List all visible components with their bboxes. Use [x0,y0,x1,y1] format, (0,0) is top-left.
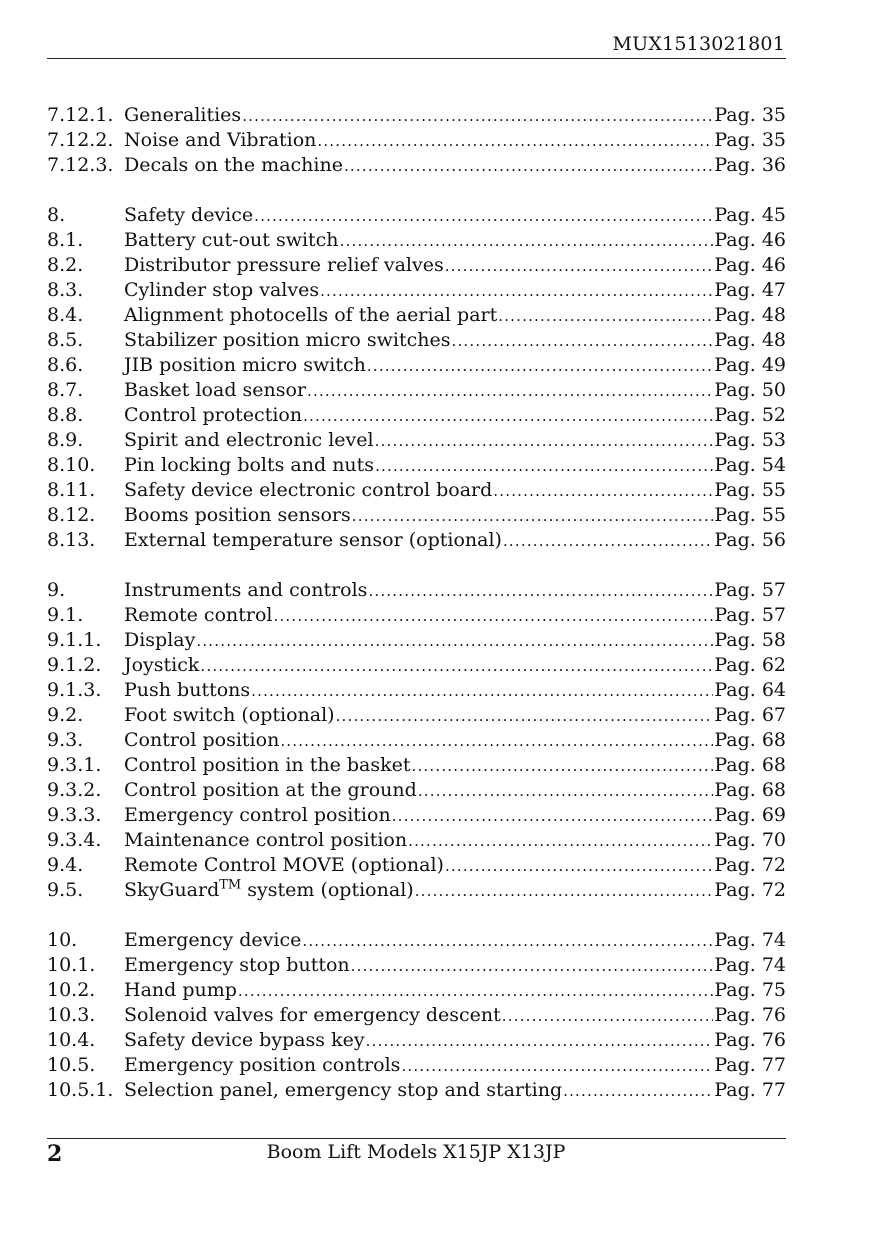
toc-entry-title [124,878,414,903]
toc-entry[interactable] [47,1003,786,1028]
toc-entry-title [124,1053,400,1078]
dot-leader [251,679,713,704]
toc-entry[interactable] [47,453,786,478]
toc-entry-title-text: Stabilizer position micro switches [124,329,451,351]
toc-entry-page: Pag. 67 [714,704,786,726]
toc-entry-page: Pag. 35 [714,104,786,126]
toc-entry-page: Pag. 76 [714,1004,786,1026]
dot-leader [367,354,713,379]
toc-entry-title [124,253,444,278]
dot-leader [445,854,713,879]
toc-entry-number: 8.6. [47,354,84,376]
toc-entry-title-text: Spirit and electronic level [124,429,374,451]
toc-entry-number: 7.12.3. [47,154,114,176]
toc-entry-title [124,453,374,478]
toc-entry-page: Pag. 75 [714,979,786,1001]
toc-entry[interactable] [47,828,786,853]
toc-entry[interactable] [47,328,786,353]
dot-leader [352,504,714,529]
dot-leader [336,704,714,729]
toc-entry-title-text: Remote Control MOVE (optional) [124,854,444,876]
toc-entry-number: 8.8. [47,404,84,426]
toc-entry-page: Pag. 57 [714,604,786,626]
toc-entry-title [124,528,502,553]
toc-entry-page: Pag. 74 [714,929,786,951]
toc-entry-title-text: Distributor pressure relief valves [124,254,444,276]
toc-entry-page: Pag. 52 [714,404,786,426]
toc-entry-number: 9.3.2. [47,779,102,801]
toc-entry-number: 8.13. [47,529,96,551]
toc-entry[interactable] [47,853,786,878]
toc-entry-title [124,203,253,228]
toc-entry-title-text: Generalities [124,104,242,126]
toc-entry-page: Pag. 56 [714,529,786,551]
toc-entry[interactable] [47,278,786,303]
toc-entry-page: Pag. 68 [714,729,786,751]
toc-entry[interactable] [47,603,786,628]
toc-entry[interactable] [47,428,786,453]
toc-entry-title [124,778,417,803]
toc-entry[interactable] [47,678,786,703]
toc-entry-page: Pag. 64 [714,679,786,701]
toc-entry-title [124,753,410,778]
dot-leader [401,1054,713,1079]
toc-entry-page: Pag. 62 [714,654,786,676]
toc-entry-title-text: Control position [124,729,280,751]
toc-entry-title [124,228,339,253]
toc-entry-title [124,403,302,428]
toc-entry-title [124,478,492,503]
toc-entry-number: 9.5. [47,879,84,901]
toc-section [47,103,786,178]
toc-entry-title-text: Battery cut-out switch [124,229,339,251]
toc-entry-title [124,1028,365,1053]
toc-entry-title-text: Foot switch (optional) [124,704,335,726]
toc-entry[interactable] [47,653,786,678]
toc-entry-title-text: Safety device electronic control board [124,479,493,501]
toc-entry-number: 8.1. [47,229,84,251]
toc-entry-page: Pag. 68 [714,754,786,776]
toc-entry-title [124,728,279,753]
toc-entry-number: 9.3.3. [47,804,102,826]
dot-leader [302,929,713,954]
dot-leader [375,429,714,454]
dot-leader [392,804,714,829]
toc-entry-title [124,1003,501,1028]
toc-entry[interactable] [47,228,786,253]
toc-entry[interactable] [47,1028,786,1053]
toc-entry-number: 9.1.2. [47,654,102,676]
toc-entry-title [124,303,497,328]
toc-entry-title [124,503,351,528]
toc-entry[interactable] [47,203,786,228]
toc-entry-number: 10.5. [47,1054,96,1076]
toc-entry-number: 8.12. [47,504,96,526]
toc-entry-page: Pag. 76 [714,1029,786,1051]
toc-entry[interactable] [47,803,786,828]
toc-entry[interactable] [47,878,786,903]
dot-leader [238,979,713,1004]
toc-entry-number: 8.2. [47,254,84,276]
toc-entry-page: Pag. 77 [714,1079,786,1101]
page-number: 2 [47,1141,63,1167]
toc-entry[interactable] [47,378,786,403]
toc-entry-title [124,353,366,378]
toc-entry[interactable] [47,928,786,953]
toc-entry-number: 8.7. [47,379,84,401]
toc-entry[interactable] [47,728,786,753]
toc-entry-number: 9.3.1. [47,754,102,776]
toc-entry-page: Pag. 72 [714,879,786,901]
toc-entry-title-text: Safety device [124,204,254,226]
toc-entry[interactable] [47,353,786,378]
toc-entry-page: Pag. 47 [714,279,786,301]
dot-leader [502,1004,714,1029]
toc-entry-title-text: Emergency control position [124,804,391,826]
toc-entry-title-text: Emergency position controls [124,1054,401,1076]
dot-leader [368,579,713,604]
toc-entry-page: Pag. 68 [714,779,786,801]
toc-entry[interactable] [47,303,786,328]
footer-rule [47,1138,786,1139]
toc-entry-page: Pag. 46 [714,254,786,276]
toc-entry-title [124,703,335,728]
toc-entry-title [124,628,195,653]
toc-entry-title [124,278,319,303]
toc-entry-title-text: Booms position sensors [124,504,351,526]
dot-leader [411,754,713,779]
dot-leader [303,404,713,429]
toc-entry-title [124,603,272,628]
toc-section [47,928,786,1103]
toc-entry[interactable] [47,503,786,528]
toc-entry[interactable] [47,1078,786,1103]
toc-entry-title-text: Display [124,629,196,651]
toc-entry-title-text: Cylinder stop valves [124,279,320,301]
dot-leader [366,1029,714,1054]
toc-entry-title-text: Emergency device [124,929,302,951]
toc-entry-number: 8.10. [47,454,96,476]
toc-entry-title [124,328,451,353]
toc-entry-title-text: JIB position micro switch [124,354,366,376]
toc-entry-number: 8.4. [47,304,84,326]
toc-entry-title-text: Selection panel, emergency stop and starting [124,1079,563,1101]
trademark-superscript: TM [219,877,242,893]
toc-entry[interactable] [47,153,786,178]
toc-entry[interactable] [47,478,786,503]
dot-leader [320,279,713,304]
toc-entry-page: Pag. 54 [714,454,786,476]
toc-entry-number: 9.2. [47,704,84,726]
dot-leader [498,304,713,329]
toc-entry-page: Pag. 45 [714,204,786,226]
dot-leader [307,379,713,404]
toc-entry[interactable] [47,128,786,153]
toc-entry-page: Pag. 55 [714,504,786,526]
toc-entry-page: Pag. 53 [714,429,786,451]
toc-entry-page: Pag. 36 [714,154,786,176]
toc-entry-page: Pag. 77 [714,1054,786,1076]
table-of-contents [47,103,786,1128]
toc-entry-number: 9.1.1. [47,629,102,651]
toc-entry[interactable] [47,1053,786,1078]
toc-entry-number: 9.4. [47,854,84,876]
toc-entry-title [124,103,241,128]
toc-entry[interactable] [47,528,786,553]
toc-entry-number: 10. [47,929,78,951]
toc-entry[interactable] [47,978,786,1003]
footer-title: Boom Lift Models X15JP X13JP [266,1141,566,1163]
toc-entry-title-text: Control protection [124,404,303,426]
toc-entry-number: 7.12.1. [47,104,114,126]
toc-entry-page: Pag. 46 [714,229,786,251]
dot-leader [317,129,713,154]
document-code: MUX1513021801 [612,33,785,55]
toc-entry-page: Pag. 57 [714,579,786,601]
toc-entry-title [124,828,407,853]
toc-entry[interactable] [47,628,786,653]
toc-entry-number: 9.3.4. [47,829,102,851]
dot-leader [196,629,713,654]
toc-entry-number: 10.2. [47,979,96,1001]
toc-entry-title [124,378,306,403]
dot-leader [273,604,713,629]
dot-leader [280,729,713,754]
toc-entry-title [124,1078,562,1103]
toc-entry-page: Pag. 48 [714,304,786,326]
toc-entry-number: 8. [47,204,66,226]
toc-entry-title-text: Control position at the ground [124,779,417,801]
toc-entry-title-text: Solenoid valves for emergency descent [124,1004,501,1026]
toc-entry-page: Pag. 74 [714,954,786,976]
toc-entry[interactable] [47,778,786,803]
toc-entry-title [124,128,316,153]
toc-entry[interactable] [47,753,786,778]
toc-entry-page: Pag. 35 [714,129,786,151]
header-rule [47,58,786,59]
dot-leader [503,529,713,554]
toc-entry-number: 10.3. [47,1004,96,1026]
toc-entry-title [124,578,367,603]
toc-entry-number: 8.11. [47,479,96,501]
toc-entry-title-text: Alignment photocells of the aerial part [124,304,498,326]
toc-entry-title-text: Emergency stop button [124,954,350,976]
dot-leader [415,879,714,904]
toc-entry-title-text: Maintenance control position [124,829,408,851]
toc-entry-page: Pag. 48 [714,329,786,351]
dot-leader [418,779,713,804]
toc-entry-title-text: Instruments and controls [124,579,368,601]
toc-section [47,578,786,903]
toc-entry-title-text: Basket load sensor [124,379,307,401]
toc-entry-title-text: Decals on the machine [124,154,343,176]
toc-entry-number: 9.1. [47,604,84,626]
toc-entry-title [124,678,250,703]
toc-entry-number: 8.9. [47,429,84,451]
dot-leader [242,104,713,129]
toc-entry-page: Pag. 70 [714,829,786,851]
toc-entry[interactable] [47,253,786,278]
toc-entry-number: 8.5. [47,329,84,351]
dot-leader [200,654,713,679]
toc-entry-page: Pag. 72 [714,854,786,876]
toc-entry-title [124,428,374,453]
dot-leader [493,479,713,504]
toc-entry-title-text: SkyGuard [124,879,220,901]
toc-entry-title-text: Control position in the basket [124,754,411,776]
toc-entry-page: Pag. 50 [714,379,786,401]
toc-entry-title-text: Hand pump [124,979,237,1001]
toc-entry-title [124,653,199,678]
toc-entry[interactable] [47,953,786,978]
toc-entry-title [124,153,343,178]
dot-leader [445,254,714,279]
dot-leader [254,204,713,229]
toc-entry-number: 9.1.3. [47,679,102,701]
dot-leader [452,329,714,354]
toc-entry-title-text: External temperature sensor (optional) [124,529,502,551]
toc-entry-page: Pag. 55 [714,479,786,501]
dot-leader [408,829,713,854]
toc-entry-title-text: Pin locking bolts and nuts [124,454,375,476]
toc-entry-number: 9. [47,579,66,601]
dot-leader [563,1079,713,1104]
toc-entry-title [124,953,350,978]
toc-entry-title-text: Push buttons [124,679,251,701]
toc-entry-number: 10.5.1. [47,1079,114,1101]
dot-leader [351,954,714,979]
toc-entry[interactable] [47,103,786,128]
toc-entry-title [124,853,444,878]
toc-entry-number: 7.12.2. [47,129,114,151]
toc-entry-page: Pag. 49 [714,354,786,376]
toc-entry-number: 10.4. [47,1029,96,1051]
toc-entry[interactable] [47,578,786,603]
toc-entry-title [124,803,391,828]
toc-entry-title-text: Noise and Vibration [124,129,317,151]
dot-leader [340,229,714,254]
toc-entry-title-text: Joystick [124,654,200,676]
dot-leader [344,154,713,179]
toc-entry[interactable] [47,703,786,728]
toc-entry-title [124,928,301,953]
toc-entry-title-suffix: system (optional) [241,879,414,901]
toc-entry-title [124,978,237,1003]
toc-entry[interactable] [47,403,786,428]
toc-entry-page: Pag. 58 [714,629,786,651]
dot-leader [375,454,713,479]
toc-entry-number: 10.1. [47,954,96,976]
toc-entry-number: 8.3. [47,279,84,301]
toc-entry-title-text: Safety device bypass key [124,1029,365,1051]
toc-entry-number: 9.3. [47,729,84,751]
toc-entry-title-text: Remote control [124,604,273,626]
toc-entry-page: Pag. 69 [714,804,786,826]
toc-section [47,203,786,553]
